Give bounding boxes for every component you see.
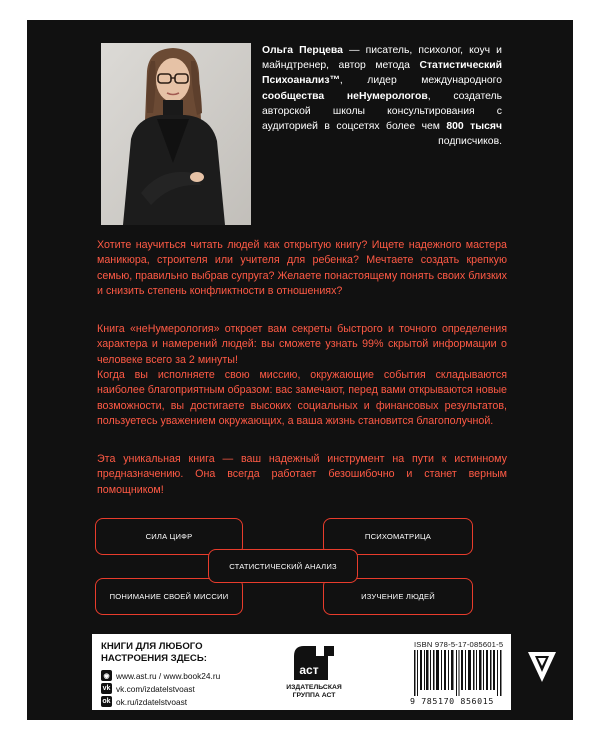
author-name: Ольга Перцева (262, 45, 343, 56)
link-websites-text: www.ast.ru / www.book24.ru (116, 670, 221, 681)
ast-logo-text: аст (299, 663, 319, 677)
barcode-icon (414, 650, 502, 696)
feature-box-izuchenie-lyudey (323, 578, 473, 615)
promo-title (101, 641, 207, 665)
globe-icon: ◉ (101, 670, 112, 681)
link-ok[interactable] (101, 696, 187, 707)
v-publisher-logo-icon (526, 650, 558, 684)
paragraph-book-secrets: Книга «неНумерология» откроет вам секреты быстрого и точного определения характера и намерений людей: вы сможете узнать 99% скрытой информации о человеке всего за 2 минуты! (97, 323, 507, 366)
vk-icon: vk (102, 685, 111, 692)
bio-text-4: подписчиков. (438, 136, 502, 148)
publisher-line1: ИЗДАТЕЛЬСКАЯ (286, 684, 342, 691)
paragraph-unique-book: Эта уникальная книга — ваш надежный инструмент на пути к истинному предназначению. Она всегда работает безошибочно и станет верным помощником! (97, 453, 507, 496)
feature-label: ПСИХОМАТРИЦА (364, 532, 432, 541)
publisher-line2: ГРУППА АСТ (292, 692, 336, 700)
followers-count: 800 тысяч (446, 121, 503, 133)
bio-text-1: — писатель, психолог, коуч и майндтренер, автор метода (262, 45, 502, 72)
link-ok-text: ok.ru/izdatelstvoast (116, 696, 188, 707)
feature-label: СИЛА ЦИФР (145, 532, 193, 541)
link-websites[interactable] (101, 670, 220, 681)
author-photo (101, 43, 251, 225)
author-bio (262, 43, 502, 149)
publisher-name (278, 684, 350, 701)
promo-title-line1: КНИГИ ДЛЯ ЛЮБОГО (101, 641, 203, 652)
link-vk[interactable] (101, 683, 195, 694)
feature-label: ПОНИМАНИЕ СВОЕЙ МИССИИ (109, 592, 229, 601)
ast-logo-icon (290, 642, 338, 682)
bio-text-2: , лидер международного (339, 75, 502, 87)
barcode-digits: 9 785170 856015 (410, 696, 494, 706)
community-name: сообщества неНумерологов (262, 90, 428, 102)
feature-box-stat-analysis (208, 549, 358, 583)
paragraph-mission: Когда вы исполняете свою миссию, окружающие события складываются наиболее благоприятным образом: вас замечают, перед вами открываются новые возможности, вы достигаете высоких социальных и финансовых результатов, пользуетесь уважением окружающих, а ваша жизнь становится благополучной. (97, 369, 507, 428)
feature-label: СТАТИСТИЧЕСКИЙ АНАЛИЗ (229, 561, 337, 571)
feature-label: ИЗУЧЕНИЕ ЛЮДЕЙ (361, 592, 435, 601)
method-name: Статистический Психоанализ™ (262, 60, 502, 87)
isbn-label: ISBN 978-5-17-085601-5 (414, 640, 504, 649)
promo-title-line2: НАСТРОЕНИЯ ЗДЕСЬ: (101, 653, 207, 664)
feature-box-mission (95, 578, 243, 615)
bio-text-3: , создатель авторской школы консультирования с аудиторией в соцсетях более чем (262, 90, 502, 133)
info-panel (92, 634, 511, 710)
ok-icon: ok (102, 698, 111, 705)
link-vk-text: vk.com/izdatelstvoast (116, 683, 195, 694)
paragraph-questions: Хотите научиться читать людей как открытую книгу? Ищете надежного мастера маникюра, строителя или учителя для ребенка? Мечтаете создать крепкую семью, правильно выбрав супруга? Желаете понастоящему понять своих близких и снизить степень конфликтности в отношениях? (97, 239, 507, 298)
